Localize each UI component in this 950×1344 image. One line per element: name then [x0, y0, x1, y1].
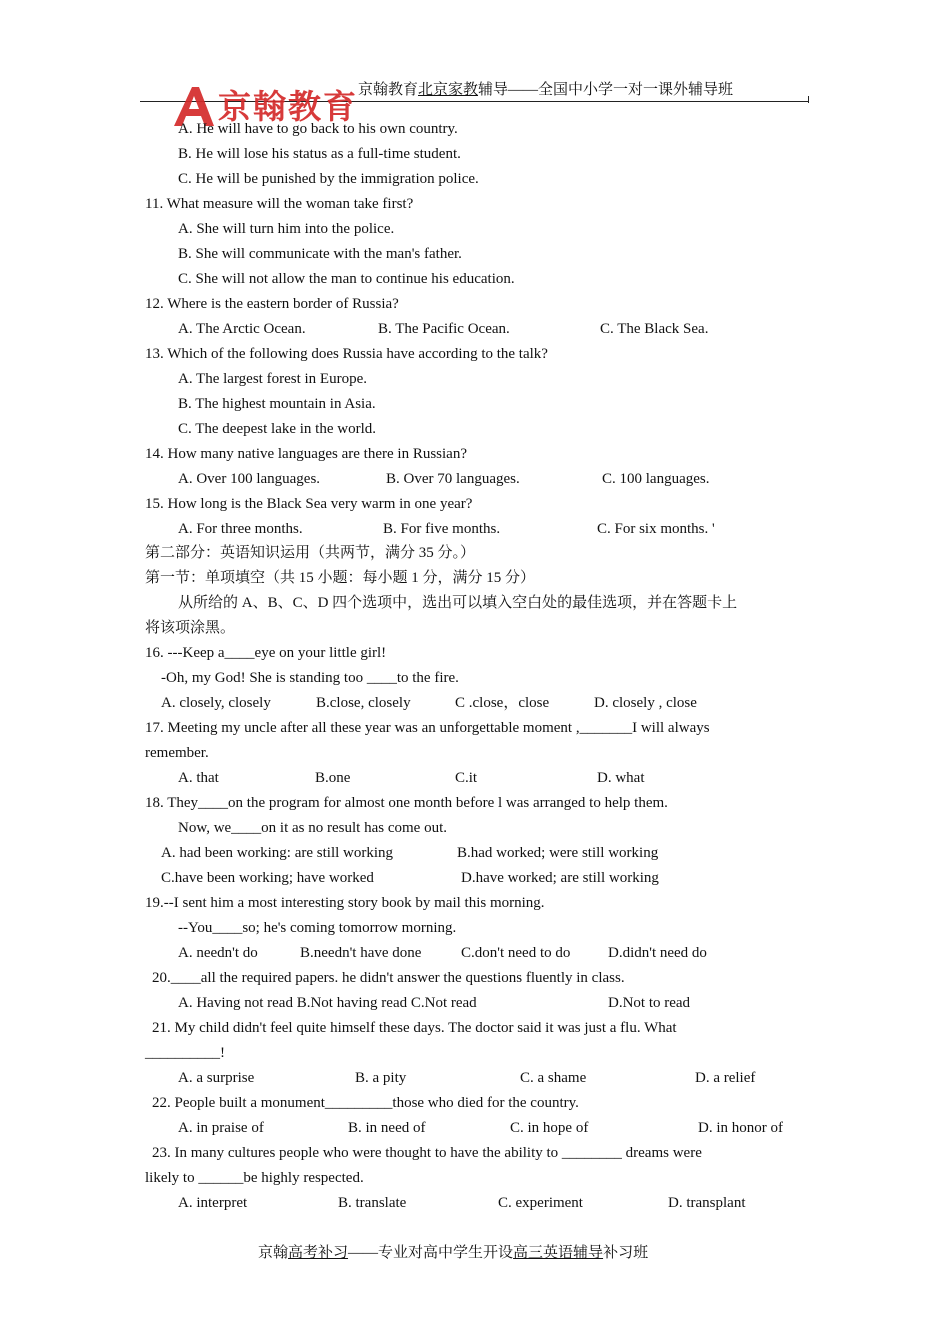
text-line: C. He will be punished by the immigration police.: [178, 171, 479, 187]
footer-slogan: ——专业对高中学生开设: [348, 1245, 514, 1261]
text-line: 19.--I sent him a most interesting story book by mail this morning.: [145, 895, 545, 911]
text-line: likely to ______be highly respected.: [145, 1170, 364, 1186]
text-line: 18. They____on the program for almost one month before l was arranged to help them.: [145, 795, 668, 811]
footer-link-gaokao-tutoring[interactable]: 高考补习: [288, 1245, 349, 1261]
text-line: A. a surprise: [178, 1070, 255, 1086]
text-line: A. that: [178, 770, 219, 786]
text-line: B. The highest mountain in Asia.: [178, 396, 376, 412]
text-line: B.one: [315, 770, 351, 786]
text-line: D.Not to read: [608, 995, 691, 1011]
page-footer: [258, 1243, 648, 1263]
text-line: C.have been working; have worked: [161, 870, 374, 886]
text-line: D. closely , close: [594, 695, 697, 711]
text-line: -Oh, my God! She is standing too ____to the fire.: [161, 670, 459, 686]
text-line: 第一节：单项填空（共 15 小题：每小题 1 分，满分 15 分）: [145, 570, 536, 586]
text-line: --You____so; he's coming tomorrow morning.: [178, 920, 457, 936]
text-line: A. had been working: are still working: [161, 845, 394, 861]
text-line: 15. How long is the Black Sea very warm in one year?: [145, 496, 473, 512]
text-line: B. Over 70 languages.: [386, 471, 520, 487]
header-link-beijing-tutor[interactable]: 北京家教: [418, 82, 479, 98]
text-line: A. For three months.: [178, 521, 303, 537]
text-line: C. experiment: [498, 1195, 583, 1211]
text-line: A. She will turn him into the police.: [178, 221, 395, 237]
footer-brand: 京翰: [258, 1245, 289, 1261]
text-line: 12. Where is the eastern border of Russia?: [145, 296, 399, 312]
text-line: C. 100 languages.: [602, 471, 710, 487]
text-line: A. The Arctic Ocean.: [178, 321, 306, 337]
header-rule-tick: [808, 96, 809, 103]
text-line: D. in honor of: [698, 1120, 783, 1136]
text-line: Now, we____on it as no result has come out.: [178, 820, 447, 836]
text-line: 将该项涂黑。: [145, 620, 236, 636]
text-line: B. For five months.: [383, 521, 501, 537]
text-line: D. transplant: [668, 1195, 746, 1211]
text-line: 23. In many cultures people who were thought to have the ability to ________ dreams were: [152, 1145, 702, 1161]
text-line: D. what: [597, 770, 645, 786]
text-line: C. The Black Sea.: [600, 321, 709, 337]
text-line: B. a pity: [355, 1070, 407, 1086]
text-line: B.close, closely: [316, 695, 411, 711]
text-line: B. translate: [338, 1195, 407, 1211]
text-line: 第二部分：英语知识运用（共两节，满分 35 分。）: [145, 545, 476, 561]
text-line: B. The Pacific Ocean.: [378, 321, 510, 337]
text-line: C.it: [455, 770, 478, 786]
text-line: 17. Meeting my uncle after all these year was an unforgettable moment ,_______I will always: [145, 720, 710, 736]
text-line: C. For six months. ': [597, 521, 715, 537]
text-line: A. Having not read B.Not having read C.Not read: [178, 995, 477, 1011]
text-line: A. needn't do: [178, 945, 258, 961]
svg-text:京翰教育: 京翰教育: [218, 87, 358, 126]
text-line: 22. People built a monument_________those who died for the country.: [152, 1095, 579, 1111]
text-line: 从所给的 A、B、C、D 四个选项中，选出可以填入空白处的最佳选项，并在答题卡上: [178, 595, 738, 611]
text-line: A. interpret: [178, 1195, 248, 1211]
text-line: __________!: [145, 1045, 225, 1061]
text-line: C. in hope of: [510, 1120, 589, 1136]
text-line: A. closely, closely: [161, 695, 271, 711]
text-line: A. The largest forest in Europe.: [178, 371, 367, 387]
text-line: 21. My child didn't feel quite himself these days. The doctor said it was just a flu. What: [152, 1020, 677, 1036]
text-line: A. Over 100 languages.: [178, 471, 321, 487]
text-line: C.don't need to do: [461, 945, 571, 961]
text-line: C .close，close: [455, 695, 550, 711]
text-line: 16. ---Keep a____eye on your little girl!: [145, 645, 387, 661]
text-line: C. The deepest lake in the world.: [178, 421, 377, 437]
text-line: B. She will communicate with the man's father.: [178, 246, 462, 262]
text-line: 14. How many native languages are there in Russian?: [145, 446, 467, 462]
text-line: remember.: [145, 745, 209, 761]
header-slogan: 辅导——全国中小学一对一课外辅导班: [478, 82, 734, 98]
header-brand: 京翰教育: [358, 82, 419, 98]
footer-tail: 补习班: [603, 1245, 649, 1261]
text-line: C. She will not allow the man to continue his education.: [178, 271, 515, 287]
text-line: B.needn't have done: [300, 945, 422, 961]
text-line: D.have worked; are still working: [461, 870, 659, 886]
text-line: 13. Which of the following does Russia have according to the talk?: [145, 346, 548, 362]
text-line: D. a relief: [695, 1070, 756, 1086]
text-line: 11. What measure will the woman take first?: [145, 196, 414, 212]
text-line: A. He will have to go back to his own country.: [178, 121, 458, 137]
text-line: B. He will lose his status as a full-time student.: [178, 146, 461, 162]
text-line: C. a shame: [520, 1070, 587, 1086]
text-line: 20.____all the required papers. he didn't answer the questions fluently in class.: [152, 970, 625, 986]
text-line: B.had worked; were still working: [457, 845, 659, 861]
text-line: D.didn't need do: [608, 945, 707, 961]
text-line: A. in praise of: [178, 1120, 264, 1136]
text-line: B. in need of: [348, 1120, 426, 1136]
footer-link-senior-english[interactable]: 高三英语辅导: [513, 1245, 604, 1261]
